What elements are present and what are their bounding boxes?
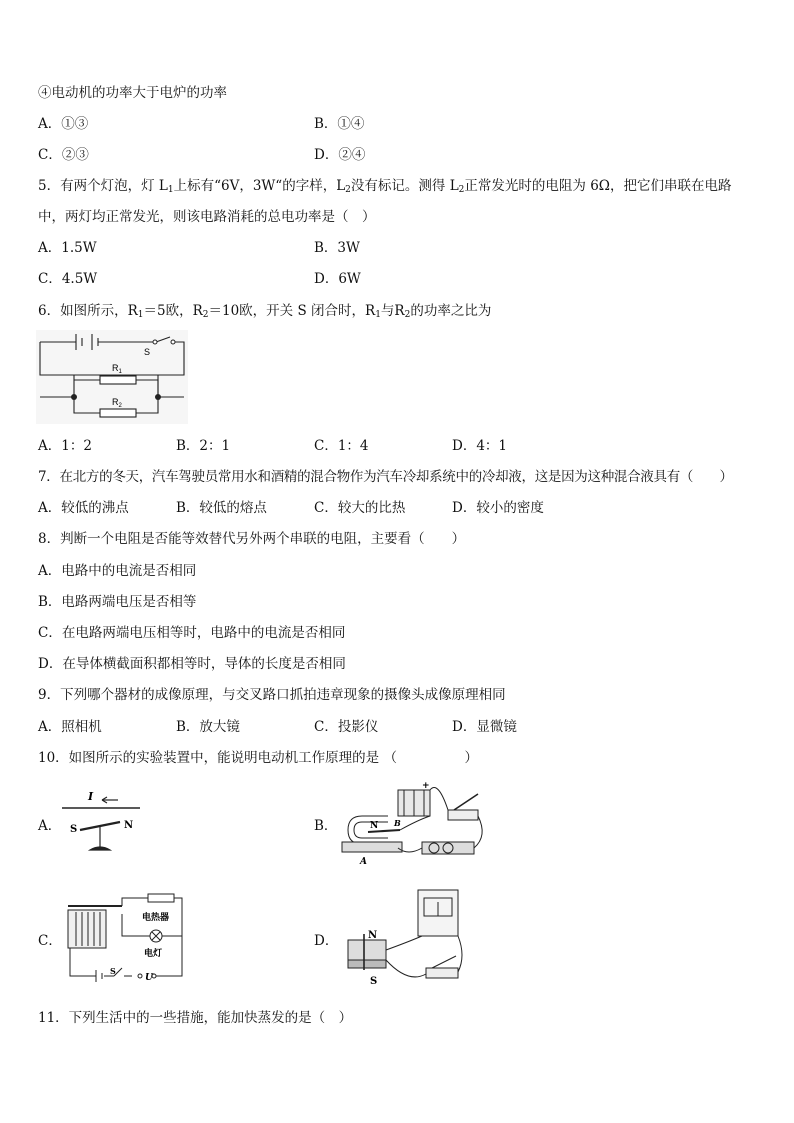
svg-text:+: + [422, 781, 430, 791]
q10-option-a[interactable]: A． [38, 818, 62, 834]
q10-figure-a-oersted [58, 786, 142, 856]
q7-option-b[interactable]: B．较低的熔点 [176, 500, 267, 516]
svg-text:S: S [110, 966, 116, 976]
q10-figure-c-relay-circuit [62, 890, 186, 984]
q4-option-c[interactable]: C．②③ [38, 147, 89, 163]
q10-figure-d-generator-setup [338, 886, 468, 994]
q6-option-b[interactable]: B．2：1 [176, 438, 231, 454]
svg-text:A: A [360, 857, 367, 867]
q11-question: 11．下列生活中的一些措施，能加快蒸发的是（ ） [38, 1010, 353, 1026]
q8-option-a[interactable]: A．电路中的电流是否相同 [38, 563, 197, 579]
q5-option-c[interactable]: C．4.5W [38, 271, 98, 287]
svg-text:N: N [368, 930, 378, 941]
q10-option-b[interactable]: B． [314, 818, 338, 834]
q9-option-d[interactable]: D．显微镜 [452, 719, 517, 735]
svg-text:N: N [370, 821, 379, 831]
q4-option-d[interactable]: D．②④ [314, 147, 366, 163]
q6-question: 6．如图所示，$R_1=5$欧，$R_2=10$欧，开关 S 闭合时，$R_1$与$R_2$的功率之比为 [38, 303, 492, 320]
q7-option-c[interactable]: C．较大的比热 [314, 500, 406, 516]
r2-label: $R_2$ [112, 397, 122, 409]
q7-option-a[interactable]: A．较低的沸点 [38, 500, 129, 516]
svg-text:N: N [124, 820, 134, 831]
svg-text:I: I [88, 790, 94, 803]
q10-figure-b-motor-setup [338, 776, 490, 870]
q9-question: 9．下列哪个器材的成像原理，与交叉路口抓拍违章现象的摄像头成像原理相同 [38, 687, 506, 703]
q6-option-c[interactable]: C．1：4 [314, 438, 369, 454]
q6-option-d[interactable]: D．4：1 [452, 438, 508, 454]
q5-option-d[interactable]: D．6W [314, 271, 361, 287]
q6-option-a[interactable]: A．1：2 [38, 438, 92, 454]
q9-option-c[interactable]: C．投影仪 [314, 719, 379, 735]
q4-statement-4: ④电动机的功率大于电炉的功率 [38, 85, 227, 101]
q10-option-c[interactable]: C． [38, 933, 62, 949]
q5-question-line1: 5．有两个灯泡，灯 $L_1$上标有“6V，3W“的字样，$L_2$没有标记。测得 $L_2$正常发光时的电阻为 6Ω，把它们串联在电路 [38, 178, 732, 195]
q8-option-c[interactable]: C．在电路两端电压相等时，电路中的电流是否相同 [38, 625, 346, 641]
q8-question: 8．判断一个电阻是否能等效替代另外两个串联的电阻，主要看（ ） [38, 531, 466, 547]
q4-option-b[interactable]: B．①④ [314, 116, 365, 132]
q5-option-b[interactable]: B．3W [314, 240, 360, 256]
svg-text:S: S [370, 976, 378, 987]
q10-question: 10．如图所示的实验装置中，能说明电动机工作原理的是 （ ） [38, 750, 478, 766]
q7-question: 7．在北方的冬天，汽车驾驶员常用水和酒精的混合物作为汽车冷却系统中的冷却液，这是因为这种混合液具有（ ） [38, 469, 733, 485]
q6-circuit-diagram [36, 330, 188, 424]
switch-label: S [144, 347, 151, 357]
r1-label: $R_1$ [112, 363, 122, 375]
q4-option-a[interactable]: A．①③ [38, 116, 89, 132]
q9-option-b[interactable]: B．放大镜 [176, 719, 240, 735]
q8-option-b[interactable]: B．电路两端电压是否相等 [38, 594, 197, 610]
svg-text:电热器: 电热器 [142, 913, 170, 923]
svg-text:电灯: 电灯 [144, 949, 163, 959]
q5-question-line2: 中，两灯均正常发光，则该电路消耗的总电功率是（ ） [38, 209, 376, 225]
q9-option-a[interactable]: A．照相机 [38, 719, 102, 735]
svg-text:B: B [394, 818, 401, 828]
svg-text:U: U [145, 973, 153, 983]
q8-option-d[interactable]: D．在导体横截面积都相等时，导体的长度是否相同 [38, 656, 346, 672]
q10-option-d[interactable]: D． [314, 933, 339, 949]
q5-option-a[interactable]: A．1.5W [38, 240, 97, 256]
svg-text:S: S [70, 824, 78, 835]
q7-option-d[interactable]: D．较小的密度 [452, 500, 544, 516]
